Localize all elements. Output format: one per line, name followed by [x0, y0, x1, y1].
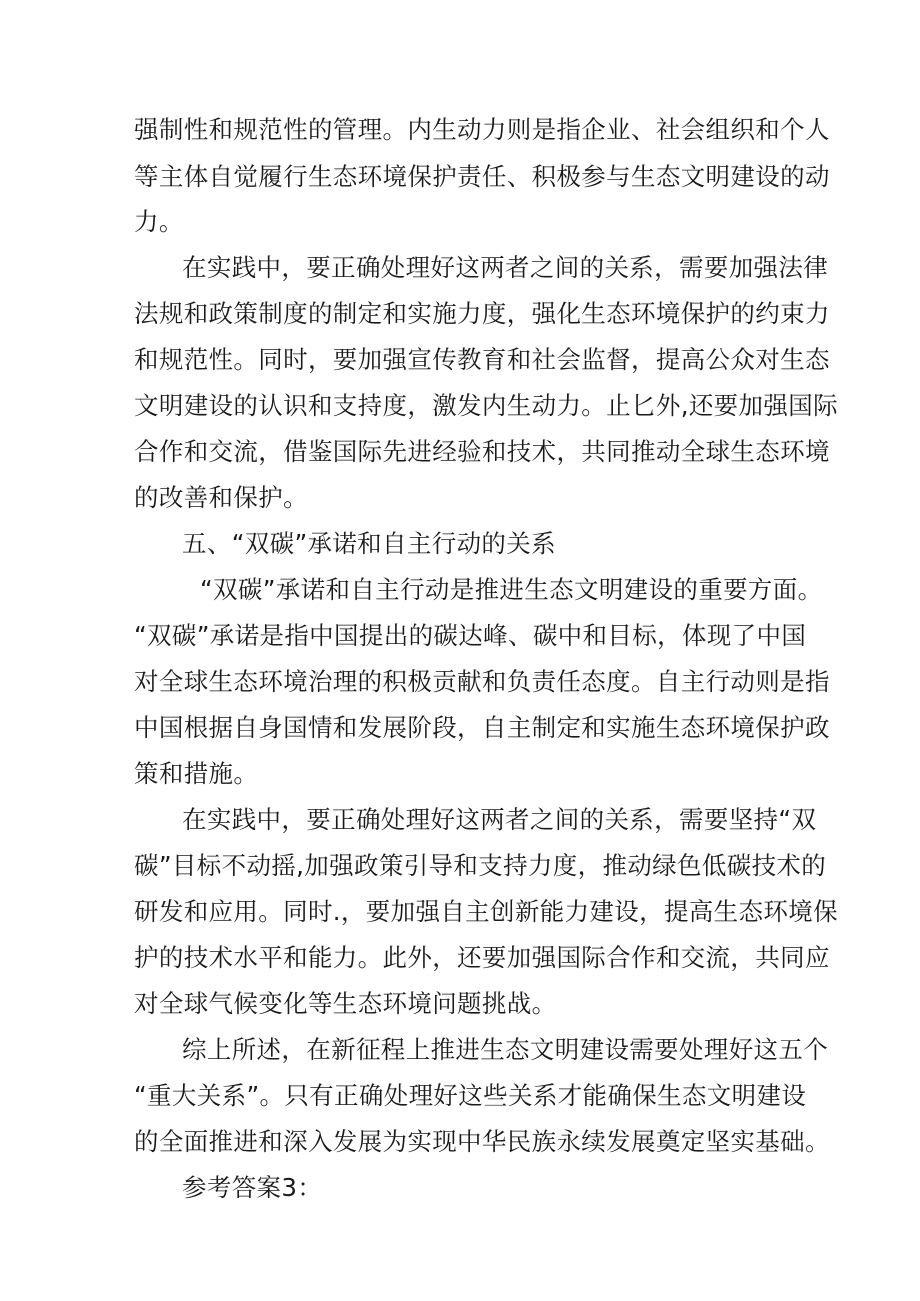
- text-line: 综上所述，在新征程上推进生态文明建设需要处理好这五个: [182, 1035, 829, 1064]
- reference-answer-label: 参考答案3：: [182, 1173, 323, 1202]
- text-line: 的全面推进和深入发展为实现中华民族永续发展奠定坚实基础。: [134, 1127, 830, 1156]
- text-line: 策和措施。: [134, 759, 259, 788]
- text-line: “双碳”承诺是指中国提出的碳达峰、碳中和目标，体现了中国: [134, 621, 807, 650]
- text-line: 和规范性。同时，要加强宣传教育和社会监督，提高公众对生态: [134, 345, 830, 374]
- text-line: “双碳”承诺和自主行动是推进生态文明建设的重要方面。: [200, 575, 823, 604]
- text-line: 对全球气候变化等生态环境问题挑战。: [134, 989, 557, 1018]
- text-line: “重大关系”。只有正确处理好这些关系才能确保生态文明建设: [134, 1081, 807, 1110]
- text-line: 法规和政策制度的制定和实施力度，强化生态环境保护的约束力: [134, 299, 830, 328]
- text-line: 护的技术水平和能力。此外，还要加强国际合作和交流，共同应: [134, 943, 830, 972]
- text-line: 研发和应用。同时.，要加强自主创新能力建设，提高生态环境保: [134, 897, 838, 926]
- text-line: 等主体自觉履行生态环境保护责任、积极参与生态文明建设的动: [134, 162, 830, 191]
- text-line: 力。: [134, 207, 184, 236]
- text-line: 文明建设的认识和支持度，激发内生动力。止匕外,还要加强国际: [134, 391, 838, 420]
- text-line: 对全球生态环境治理的积极贡献和负责任态度。自主行动则是指: [134, 667, 830, 696]
- text-line: 碳”目标不动摇,加强政策引导和支持力度，推动绿色低碳技术的: [134, 851, 827, 880]
- text-line: 在实践中，要正确处理好这两者之间的关系，需要加强法律: [182, 253, 829, 282]
- text-line: 中国根据自身国情和发展阶段，自主制定和实施生态环境保护政: [134, 713, 830, 742]
- text-line: 合作和交流，借鉴国际先进经验和技术，共同推动全球生态环境: [134, 437, 830, 466]
- section-heading: 五、“双碳”承诺和自主行动的关系: [182, 529, 556, 558]
- text-line: 的改善和保护。: [134, 483, 308, 512]
- text-line: 强制性和规范性的管理。内生动力则是指企业、社会组织和个人: [134, 115, 830, 144]
- text-line: 在实践中，要正确处理好这两者之间的关系，需要坚持“双: [182, 805, 817, 834]
